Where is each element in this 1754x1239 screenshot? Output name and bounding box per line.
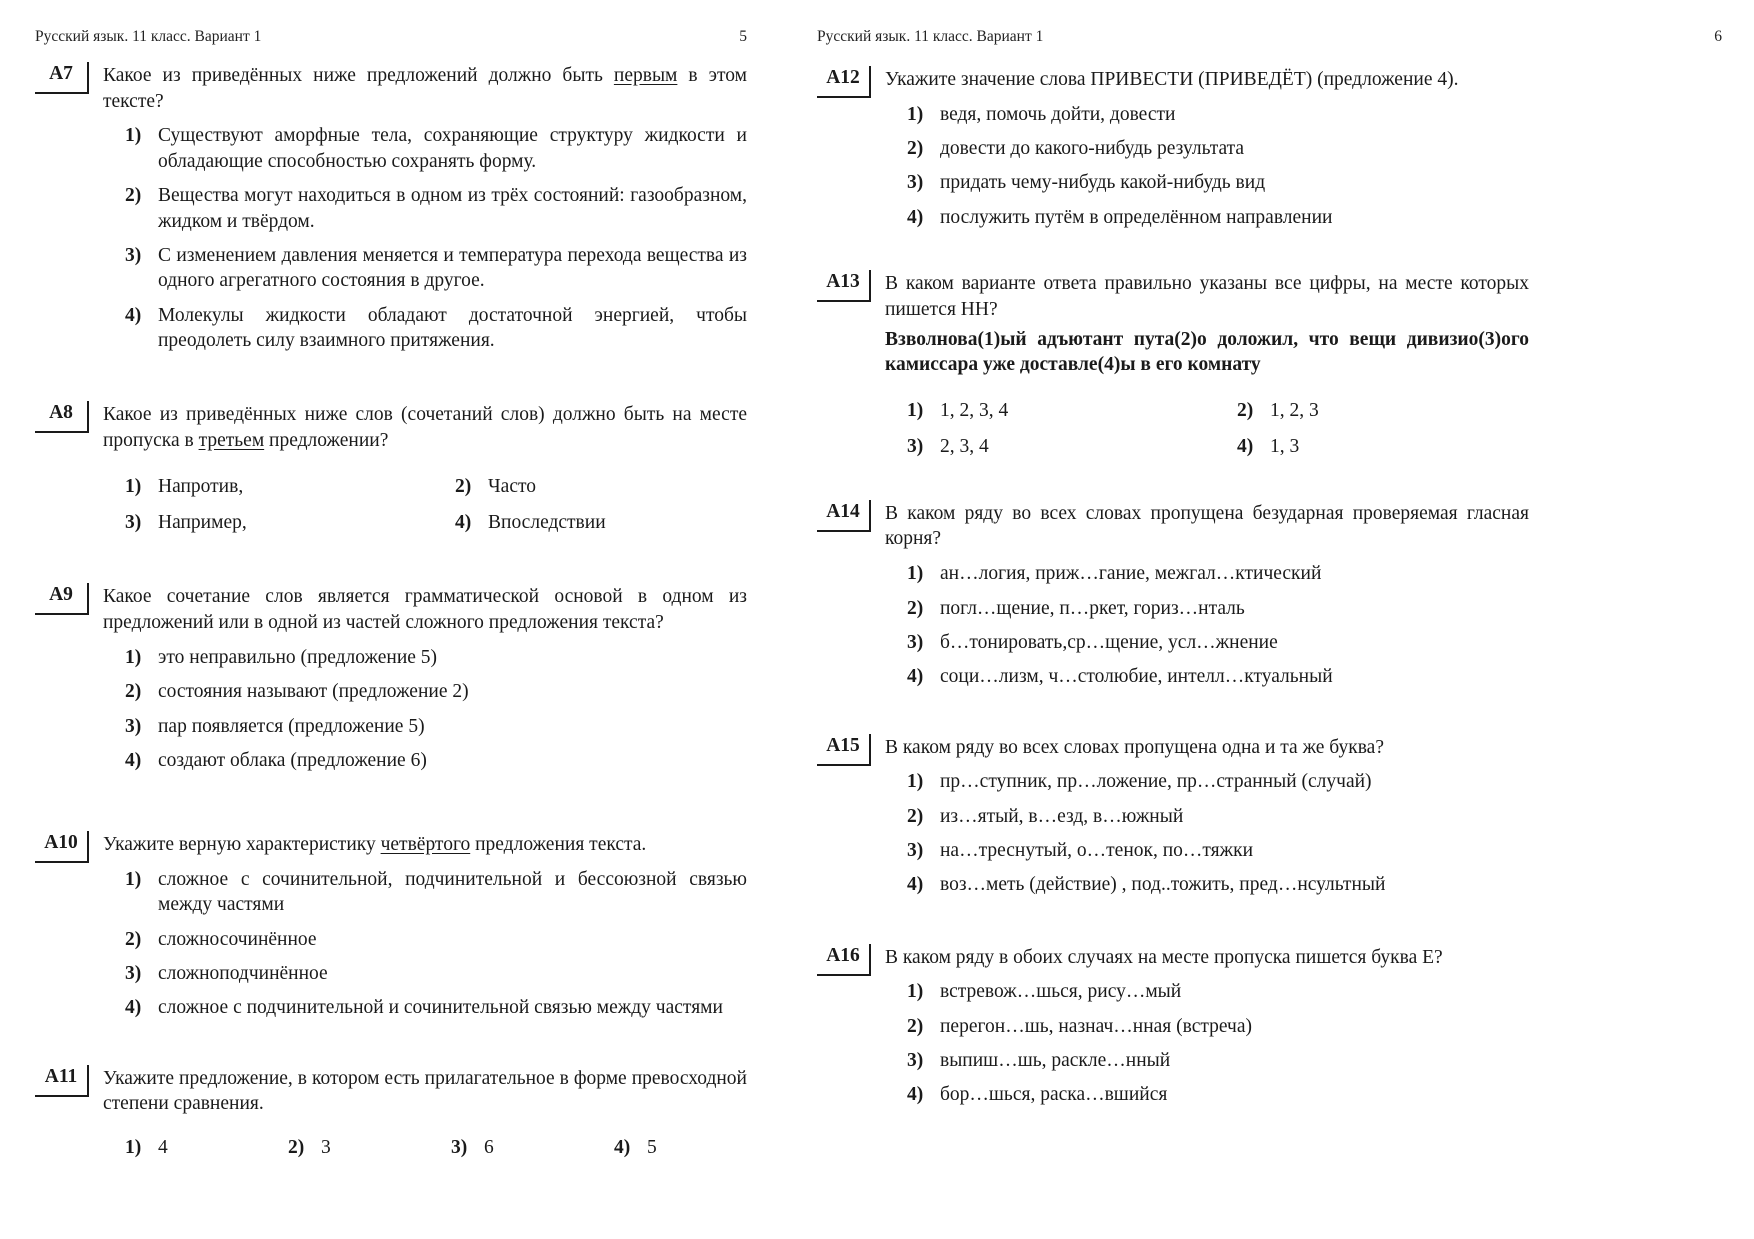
option [885,838,1529,863]
question-text-part: Укажите значение слова ПРИВЕСТИ (ПРИВЕДЁТ) (предложение 4). [885,69,1459,90]
options-list [885,769,1529,897]
option-number: 4) [125,749,142,771]
option [885,872,1529,897]
question-bold-sentence: Взволнова(1)ый адъютант пута(2)о доложил, что вещи дивизио(3)ого камиссара уже доставле(4)ы в его комнату [885,328,1529,376]
option-text: 6 [484,1137,494,1159]
options-list [103,1126,747,1160]
option [885,102,1529,127]
option-text: Напротив, [158,475,244,497]
option [885,136,1529,161]
option-text: Впоследствии [488,512,606,534]
option-text: б…тонировать,ср…щение, усл…жнение [940,631,1278,653]
question-text [885,735,1529,761]
option [885,1048,1529,1073]
option-number: 3) [125,715,142,737]
question-label: А9 [35,583,89,615]
question-text-part: Укажите верную характеристику [103,834,381,856]
option [885,769,1529,794]
option-number: 1) [907,103,924,125]
options-list [103,867,747,1021]
option [103,867,747,918]
question-text-underlined: третьем [198,429,265,451]
question-text [885,945,1529,971]
option-number: 4) [455,512,472,534]
option-number: 4) [907,1084,924,1106]
option-text: создают облака (предложение 6) [158,749,427,771]
option-number: 3) [907,840,924,861]
option-number: 1) [907,400,924,422]
page-header [35,28,747,46]
question-text-part: В каком ряду во всех словах пропущена одна и та же буква? [885,736,1384,758]
option-number: 2) [907,138,924,160]
option [885,979,1529,1004]
option-text: 3 [321,1137,331,1159]
option-text: соци…лизм, ч…столюбие, интелл…ктуальный [940,666,1333,688]
options-list [885,102,1529,230]
options-list [885,979,1529,1107]
option-number: 4) [614,1137,631,1159]
option [103,1135,266,1160]
option-text: 2, 3, 4 [940,436,989,458]
option-text: довести до какого-нибудь результата [940,138,1245,160]
option-number: 3) [125,244,142,266]
option-number: 1) [907,771,924,793]
question-text-part: В каком варианте ответа правильно указаны все цифры, на месте которых пишется НН? [885,273,1529,320]
option [885,1014,1529,1039]
option-number: 2) [455,475,472,497]
option [885,205,1529,230]
option [885,170,1529,195]
option-number: 1) [125,125,142,147]
page-content [35,62,747,1160]
header-title: Русский язык. 11 класс. Вариант 1 [817,28,1044,45]
question-text [103,832,747,858]
option-text: 1, 2, 3 [1270,400,1319,422]
option [103,714,747,739]
question-a16 [817,944,1529,1108]
option-number: 3) [907,631,924,653]
page-5 [35,28,747,1160]
question-a7 [35,62,747,353]
question-a12 [817,66,1529,230]
question-text-underlined: первым [613,65,678,86]
option-number: 2) [125,185,142,207]
option [885,804,1529,829]
option-text: сложноподчинённое [158,962,328,984]
option [103,748,747,773]
option-number: 1) [125,1137,142,1159]
option [103,995,747,1020]
option-text: выпиш…шь, раскле…нный [940,1050,1171,1072]
option [885,434,1215,459]
option-text: Например, [158,512,247,534]
option [103,303,747,354]
question-text-part: Какое из приведённых ниже слов (сочетаний слов) должно быть на месте пропуска в [103,404,747,451]
option [885,664,1529,689]
options-list [103,645,747,773]
option-number: 2) [1237,400,1254,422]
option-number: 2) [907,597,924,619]
option-text: ведя, помочь дойти, довести [940,103,1176,125]
option-text: сложное с сочинительной, подчинительной и бессоюзной связью между частями [158,868,747,916]
option-number: 4) [125,997,142,1019]
option-text: ан…логия, приж…гание, межгал…ктический [940,563,1322,585]
option-text: бор…шься, раска…вшийся [940,1084,1168,1106]
question-text-part: В каком ряду во всех словах пропущена безударная проверяемая гласная корня? [885,502,1529,550]
page-header [817,28,1722,46]
option [1215,398,1529,423]
option-number: 3) [907,436,924,458]
option-text: пр…ступник, пр…ложение, пр…странный (случай) [940,771,1372,793]
option-text: это неправильно (предложение 5) [158,646,438,668]
option [1215,434,1529,459]
question-text-part: Укажите предложение, в котором есть прилагательное в форме превосходной степени сравнения. [103,1067,747,1115]
option [103,927,747,952]
option-text: С изменением давления меняется и температура перехода вещества из одного агрегатного состояния в другое. [158,244,747,292]
header-title: Русский язык. 11 класс. Вариант 1 [35,28,262,45]
question-label: А15 [817,734,871,766]
option-text: 5 [647,1137,657,1159]
option-number: 3) [125,962,142,984]
question-label: А16 [817,944,871,976]
option-number: 3) [907,1050,924,1072]
option [885,1082,1529,1107]
option-text: из…ятый, в…езд, в…южный [940,805,1184,827]
option-number: 2) [125,928,142,950]
page-content [817,66,1529,1108]
option-text: Часто [488,475,536,497]
option-number: 2) [125,681,142,703]
options-list [885,387,1529,460]
option-number: 1) [907,981,924,1003]
option-text: Вещества могут находиться в одном из трёх состояний: газообразном, жидком и твёрдом. [158,185,747,232]
option-text: перегон…шь, назнач…нная (встреча) [940,1015,1253,1037]
option-number: 3) [125,512,142,534]
options-list [103,463,747,536]
page-number: 6 [1714,28,1722,45]
option-text: 1, 3 [1270,436,1300,458]
option [433,474,747,499]
option [103,243,747,294]
option-number: 3) [907,172,924,194]
question-text [103,63,747,114]
question-label: А14 [817,500,871,532]
option [592,1135,747,1160]
options-list [885,561,1529,689]
option [103,645,747,670]
question-text [103,402,747,453]
option-number: 2) [907,1015,924,1037]
question-a9 [35,583,747,773]
option [266,1135,429,1160]
option-number: 4) [1237,436,1254,458]
option-number: 1) [125,646,142,668]
option-text: сложное с подчинительной и сочинительной связью между частями [158,997,723,1019]
question-a15 [817,734,1529,898]
option-text: пар появляется (предложение 5) [158,715,425,737]
option [103,123,747,174]
option-number: 1) [125,475,142,497]
option-number: 1) [125,868,142,890]
option [885,630,1529,655]
option-text: Существуют аморфные тела, сохраняющие структуру жидкости и обладающие способностью сохранять форму. [158,125,747,172]
question-text-underlined: четвёртого [380,834,471,856]
question-text-part: В каком ряду в обоих случаях на месте пропуска пишется буква Е? [885,946,1443,968]
question-text [103,1066,747,1117]
option-number: 2) [288,1137,305,1159]
option [885,596,1529,621]
question-text-part: Какое сочетание слов является грамматической основой в одном из предложений или в одной из частей сложного предложения текста? [103,586,747,634]
option [885,398,1215,423]
page-6 [817,28,1722,1108]
question-text-part: в этом тексте? [103,65,747,112]
question-text-part: предложения текста. [470,834,647,856]
option-number: 4) [907,206,924,228]
question-text [885,67,1529,93]
option-text: послужить путём в определённом направлении [940,206,1333,228]
question-label: А7 [35,62,89,94]
question-a14 [817,500,1529,690]
question-a13 [817,270,1529,460]
option-text: на…треснутый, о…тенок, по…тяжки [940,840,1254,861]
option [103,183,747,234]
option-text: воз…меть (действие) , под..тожить, пред…нсультный [940,874,1386,896]
question-a11 [35,1065,747,1161]
question-text [885,501,1529,552]
option [433,510,747,535]
option [103,961,747,986]
option-text: погл…щение, п…ркет, гориз…нталь [940,597,1245,619]
question-text [103,584,747,635]
options-list [103,123,747,353]
question-label: А12 [817,66,871,98]
option-text: придать чему-нибудь какой-нибудь вид [940,172,1266,194]
question-label: А11 [35,1065,89,1097]
option-number: 4) [907,874,924,896]
option [103,679,747,704]
question-label: А8 [35,401,89,433]
question-text-part: предложении? [264,429,389,451]
question-label: А10 [35,831,89,863]
question-a8 [35,401,747,535]
question-text [885,271,1529,322]
option-text: сложносочинённое [158,928,317,950]
question-a10 [35,831,747,1020]
option-text: Молекулы жидкости обладают достаточной энергией, чтобы преодолеть силу взаимного притяжения. [158,304,747,351]
option [429,1135,592,1160]
option-text: встревож…шься, рису…мый [940,981,1182,1003]
option-number: 3) [451,1137,468,1159]
option [103,474,433,499]
option-number: 1) [907,563,924,585]
option-text: 4 [158,1137,168,1159]
option-number: 4) [907,666,924,688]
question-text-part: Какое из приведённых ниже предложений должно быть [103,65,614,86]
option [103,510,433,535]
page-number: 5 [739,28,747,45]
option-text: состояния называют (предложение 2) [158,681,469,703]
question-label: А13 [817,270,871,302]
option-text: 1, 2, 3, 4 [940,400,1009,422]
option-number: 4) [125,304,142,326]
option [885,561,1529,586]
option-number: 2) [907,805,924,827]
